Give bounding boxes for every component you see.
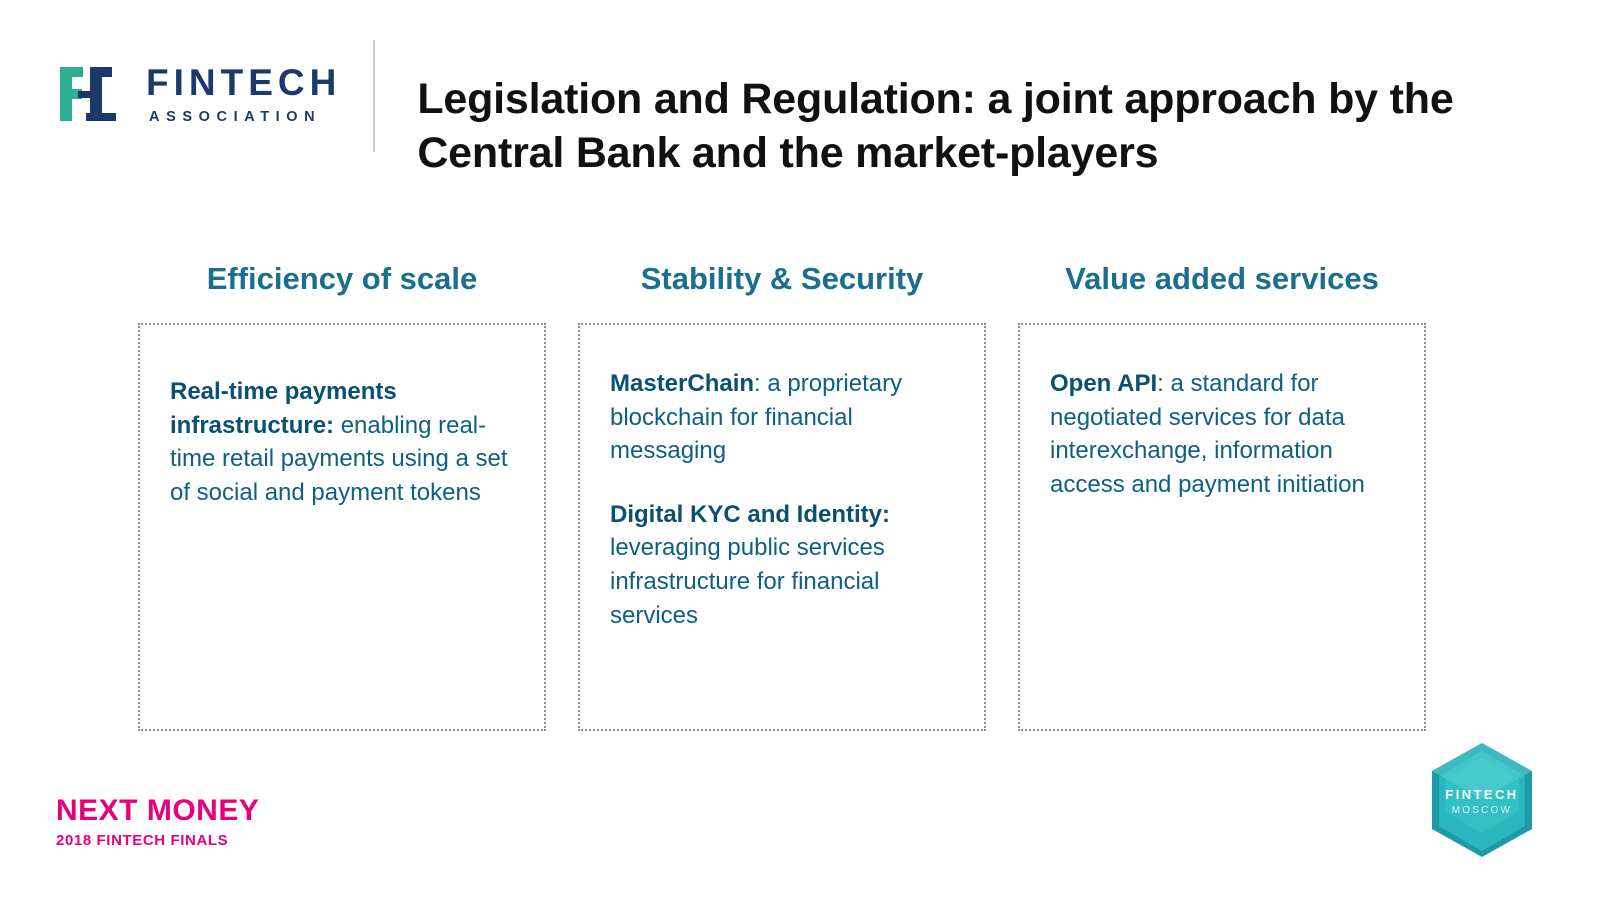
header-divider <box>373 40 375 152</box>
next-money-logo <box>56 796 259 848</box>
brand-logo <box>50 44 369 144</box>
column-box <box>138 323 546 731</box>
fintech-association-logo-icon <box>50 55 128 133</box>
brand-logo-title: FINTECH <box>146 61 342 103</box>
brand-logo-text <box>146 61 342 125</box>
next-money-subtitle: 2018 FINTECH FINALS <box>56 832 229 849</box>
column-heading: Stability & Security <box>640 261 924 296</box>
list-item-lead: Open API <box>1050 370 1158 398</box>
list-item-text: : a proprietary blockchain for financial messaging <box>610 370 903 465</box>
list-item-lead: MasterChain <box>610 370 755 398</box>
column-heading: Efficiency of scale <box>206 261 478 296</box>
column-box <box>578 323 986 731</box>
list-item <box>610 367 956 468</box>
list-item-text: enabling real-time retail payments using a set of social and payment tokens <box>170 411 508 506</box>
brand-logo-subtitle: ASSOCIATION <box>149 108 322 125</box>
list-item <box>1050 367 1396 501</box>
page-title: Legislation and Regulation: a joint approach by the Central Bank and the market-players <box>417 74 1454 177</box>
list-item-lead: Digital KYC and Identity: <box>610 500 891 528</box>
list-item <box>610 498 956 632</box>
column-efficiency-of-scale <box>138 262 546 731</box>
badge-label-line2: MOSCOW <box>1451 805 1513 816</box>
list-item <box>170 375 516 509</box>
content-columns <box>138 262 1428 731</box>
list-item-lead: Real-time payments infrastructure: <box>170 378 397 439</box>
column-value-added-services <box>1018 262 1426 731</box>
badge-label-line1: FINTECH <box>1445 787 1519 802</box>
fintech-moscow-badge-icon <box>1422 737 1542 865</box>
list-item-text: leveraging public services infrastructure for financial services <box>610 534 885 629</box>
column-box <box>1018 323 1426 731</box>
column-heading: Value added services <box>1065 261 1379 296</box>
next-money-title: NEXT MONEY <box>56 794 260 827</box>
slide-header <box>50 44 1600 177</box>
column-stability-and-security <box>578 262 986 731</box>
list-item-text: : a standard for negotiated services for data interexchange, information access and payment initiation <box>1050 370 1365 498</box>
